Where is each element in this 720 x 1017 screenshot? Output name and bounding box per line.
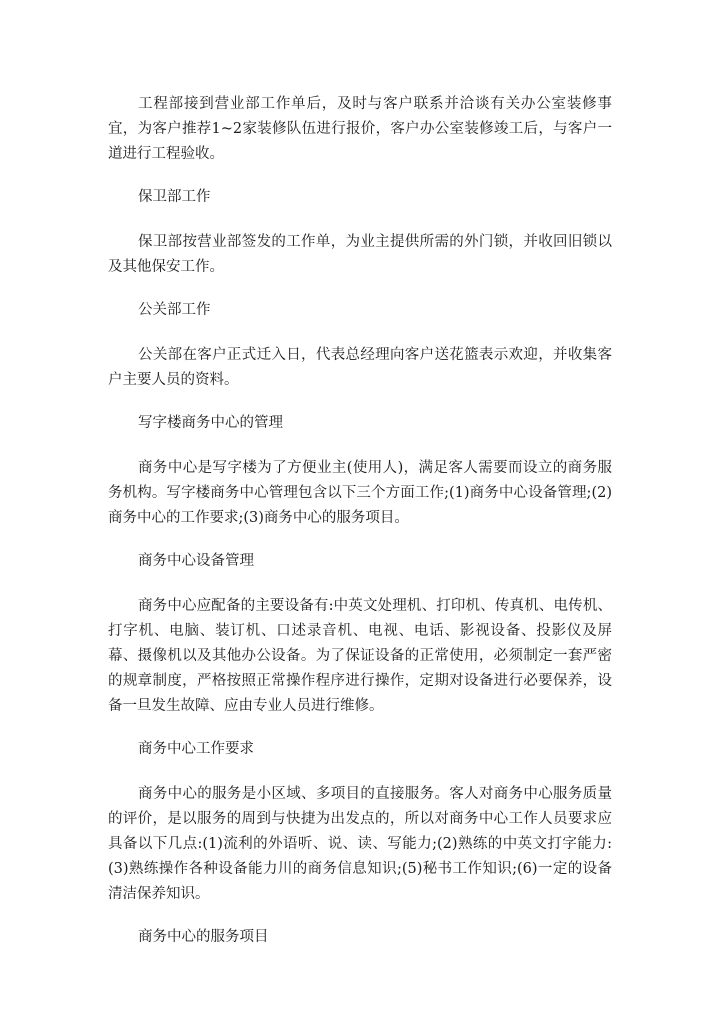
heading-equipment-management: 商务中心设备管理 bbox=[138, 553, 254, 569]
heading-business-center-management: 写字楼商务中心的管理 bbox=[138, 415, 283, 431]
paragraph-engineering-dept: 工程部接到营业部工作单后，及时与客户联系并洽谈有关办公室装修事宜，为客户推荐1~2家装修队伍进行报价，客户办公室装修竣工后，与客户一道进行工程验收。 bbox=[108, 96, 612, 162]
paragraph-business-center-intro: 商务中心是写字楼为了方便业主(使用人)，满足客人需要而设立的商务服务机构。写字楼商务中心管理包含以下三个方面工作;(1)商务中心设备管理;(2)商务中心的工作要求;(3)商务中心的服务项目。 bbox=[108, 460, 612, 526]
heading-security-dept: 保卫部工作 bbox=[138, 189, 211, 205]
heading-service-items: 商务中心的服务项目 bbox=[138, 929, 269, 945]
paragraph-security-dept: 保卫部按营业部签发的工作单，为业主提供所需的外门锁，并收回旧锁以及其他保安工作。 bbox=[108, 234, 612, 275]
heading-work-requirements: 商务中心工作要求 bbox=[138, 741, 254, 757]
paragraph-work-requirements: 商务中心的服务是小区域、多项目的直接服务。客人对商务中心服务质量的评价，是以服务的周到与快捷为出发点的，所以对商务中心工作人员要求应具备以下几点:(1)流利的外语听、说、读、写能力;(2)熟练的中英文打字能力:(3)熟练操作各种设备能力川的商务信息知识;(5)秘书工作知识;(6)一定的设备清洁保养知识。 bbox=[108, 786, 612, 902]
paragraph-pr-dept: 公关部在客户正式迁入日，代表总经理向客户送花篮表示欢迎，并收集客户主要人员的资料。 bbox=[108, 347, 612, 388]
paragraph-equipment-management: 商务中心应配备的主要设备有:中英文处理机、打印机、传真机、电传机、打字机、电脑、装订机、口述录音机、电视、电话、影视设备、投影仪及屏幕、摄像机以及其他办公设备。为了保证设备的正常使用，必须制定一套严密的规章制度，严格按照正常操作程序进行操作，定期对设备进行必要保养，设备一旦发生故障、应由专业人员进行维修。 bbox=[108, 598, 612, 714]
heading-pr-dept: 公关部工作 bbox=[138, 302, 211, 318]
